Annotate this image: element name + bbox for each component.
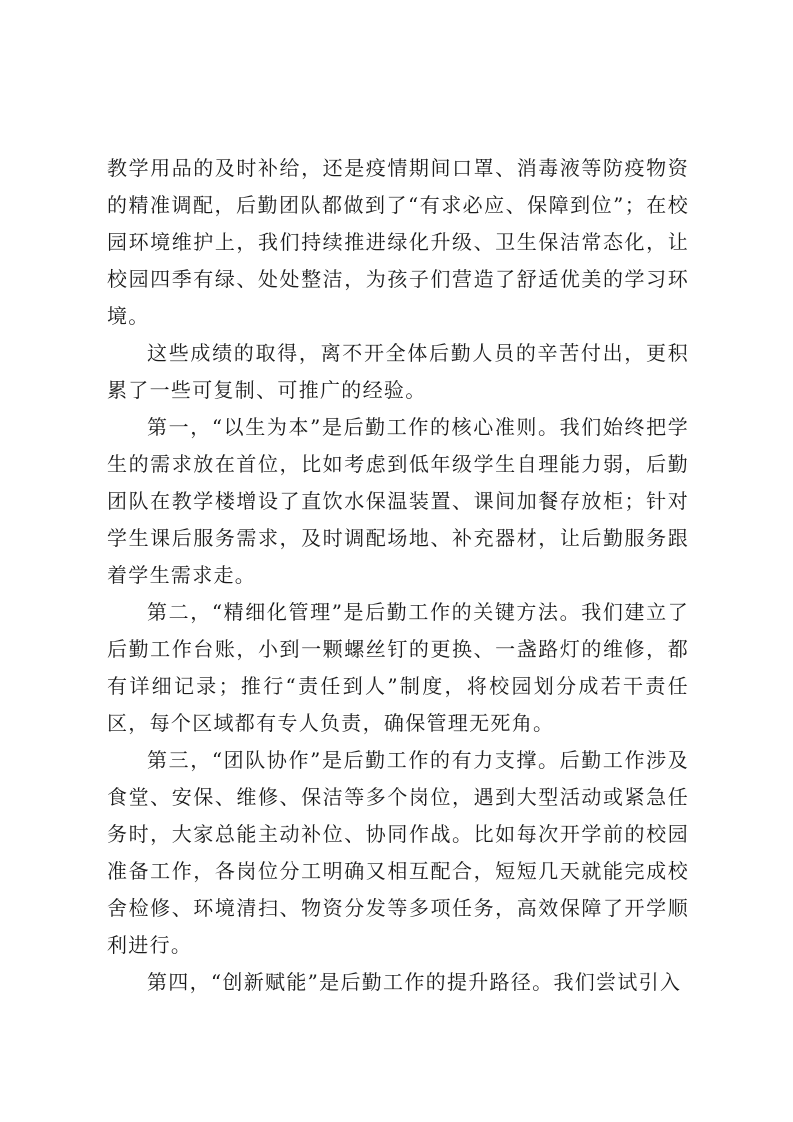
document-body	[107, 150, 689, 1001]
paragraph-point-two: 第二，“精细化管理”是后勤工作的关键方法。我们建立了后勤工作台账，小到一颗螺丝钉的更换、一盏路灯的维修，都有详细记录；推行“责任到人”制度，将校园划分成若干责任区，每个区域都有专人负责，确保管理无死角。	[107, 600, 689, 735]
paragraph-point-three: 第三，“团队协作”是后勤工作的有力支撑。后勤工作涉及食堂、安保、维修、保洁等多个岗位，遇到大型活动或紧急任务时，大家总能主动补位、协同作战。比如每次开学前的校园准备工作，各岗位分工明确又相互配合，短短几天就能完成校舍检修、环境清扫、物资分发等多项任务，高效保障了开学顺利进行。	[107, 748, 689, 957]
paragraph-continued: 教学用品的及时补给，还是疫情期间口罩、消毒液等防疫物资的精准调配，后勤团队都做到了“有求必应、保障到位”；在校园环境维护上，我们持续推进绿化升级、卫生保洁常态化，让校园四季有绿、处处整洁，为孩子们营造了舒适优美的学习环境。	[107, 156, 689, 328]
paragraph-point-one: 第一，“以生为本”是后勤工作的核心准则。我们始终把学生的需求放在首位，比如考虑到低年级学生自理能力弱，后勤团队在教学楼增设了直饮水保温装置、课间加餐存放柜；针对学生课后服务需求，及时调配场地、补充器材，让后勤服务跟着学生需求走。	[107, 415, 689, 587]
paragraph-point-four: 第四，“创新赋能”是后勤工作的提升路径。我们尝试引入	[147, 970, 682, 994]
paragraph-achievements-summary: 这些成绩的取得，离不开全体后勤人员的辛苦付出，更积累了一些可复制、可推广的经验。	[107, 341, 689, 402]
